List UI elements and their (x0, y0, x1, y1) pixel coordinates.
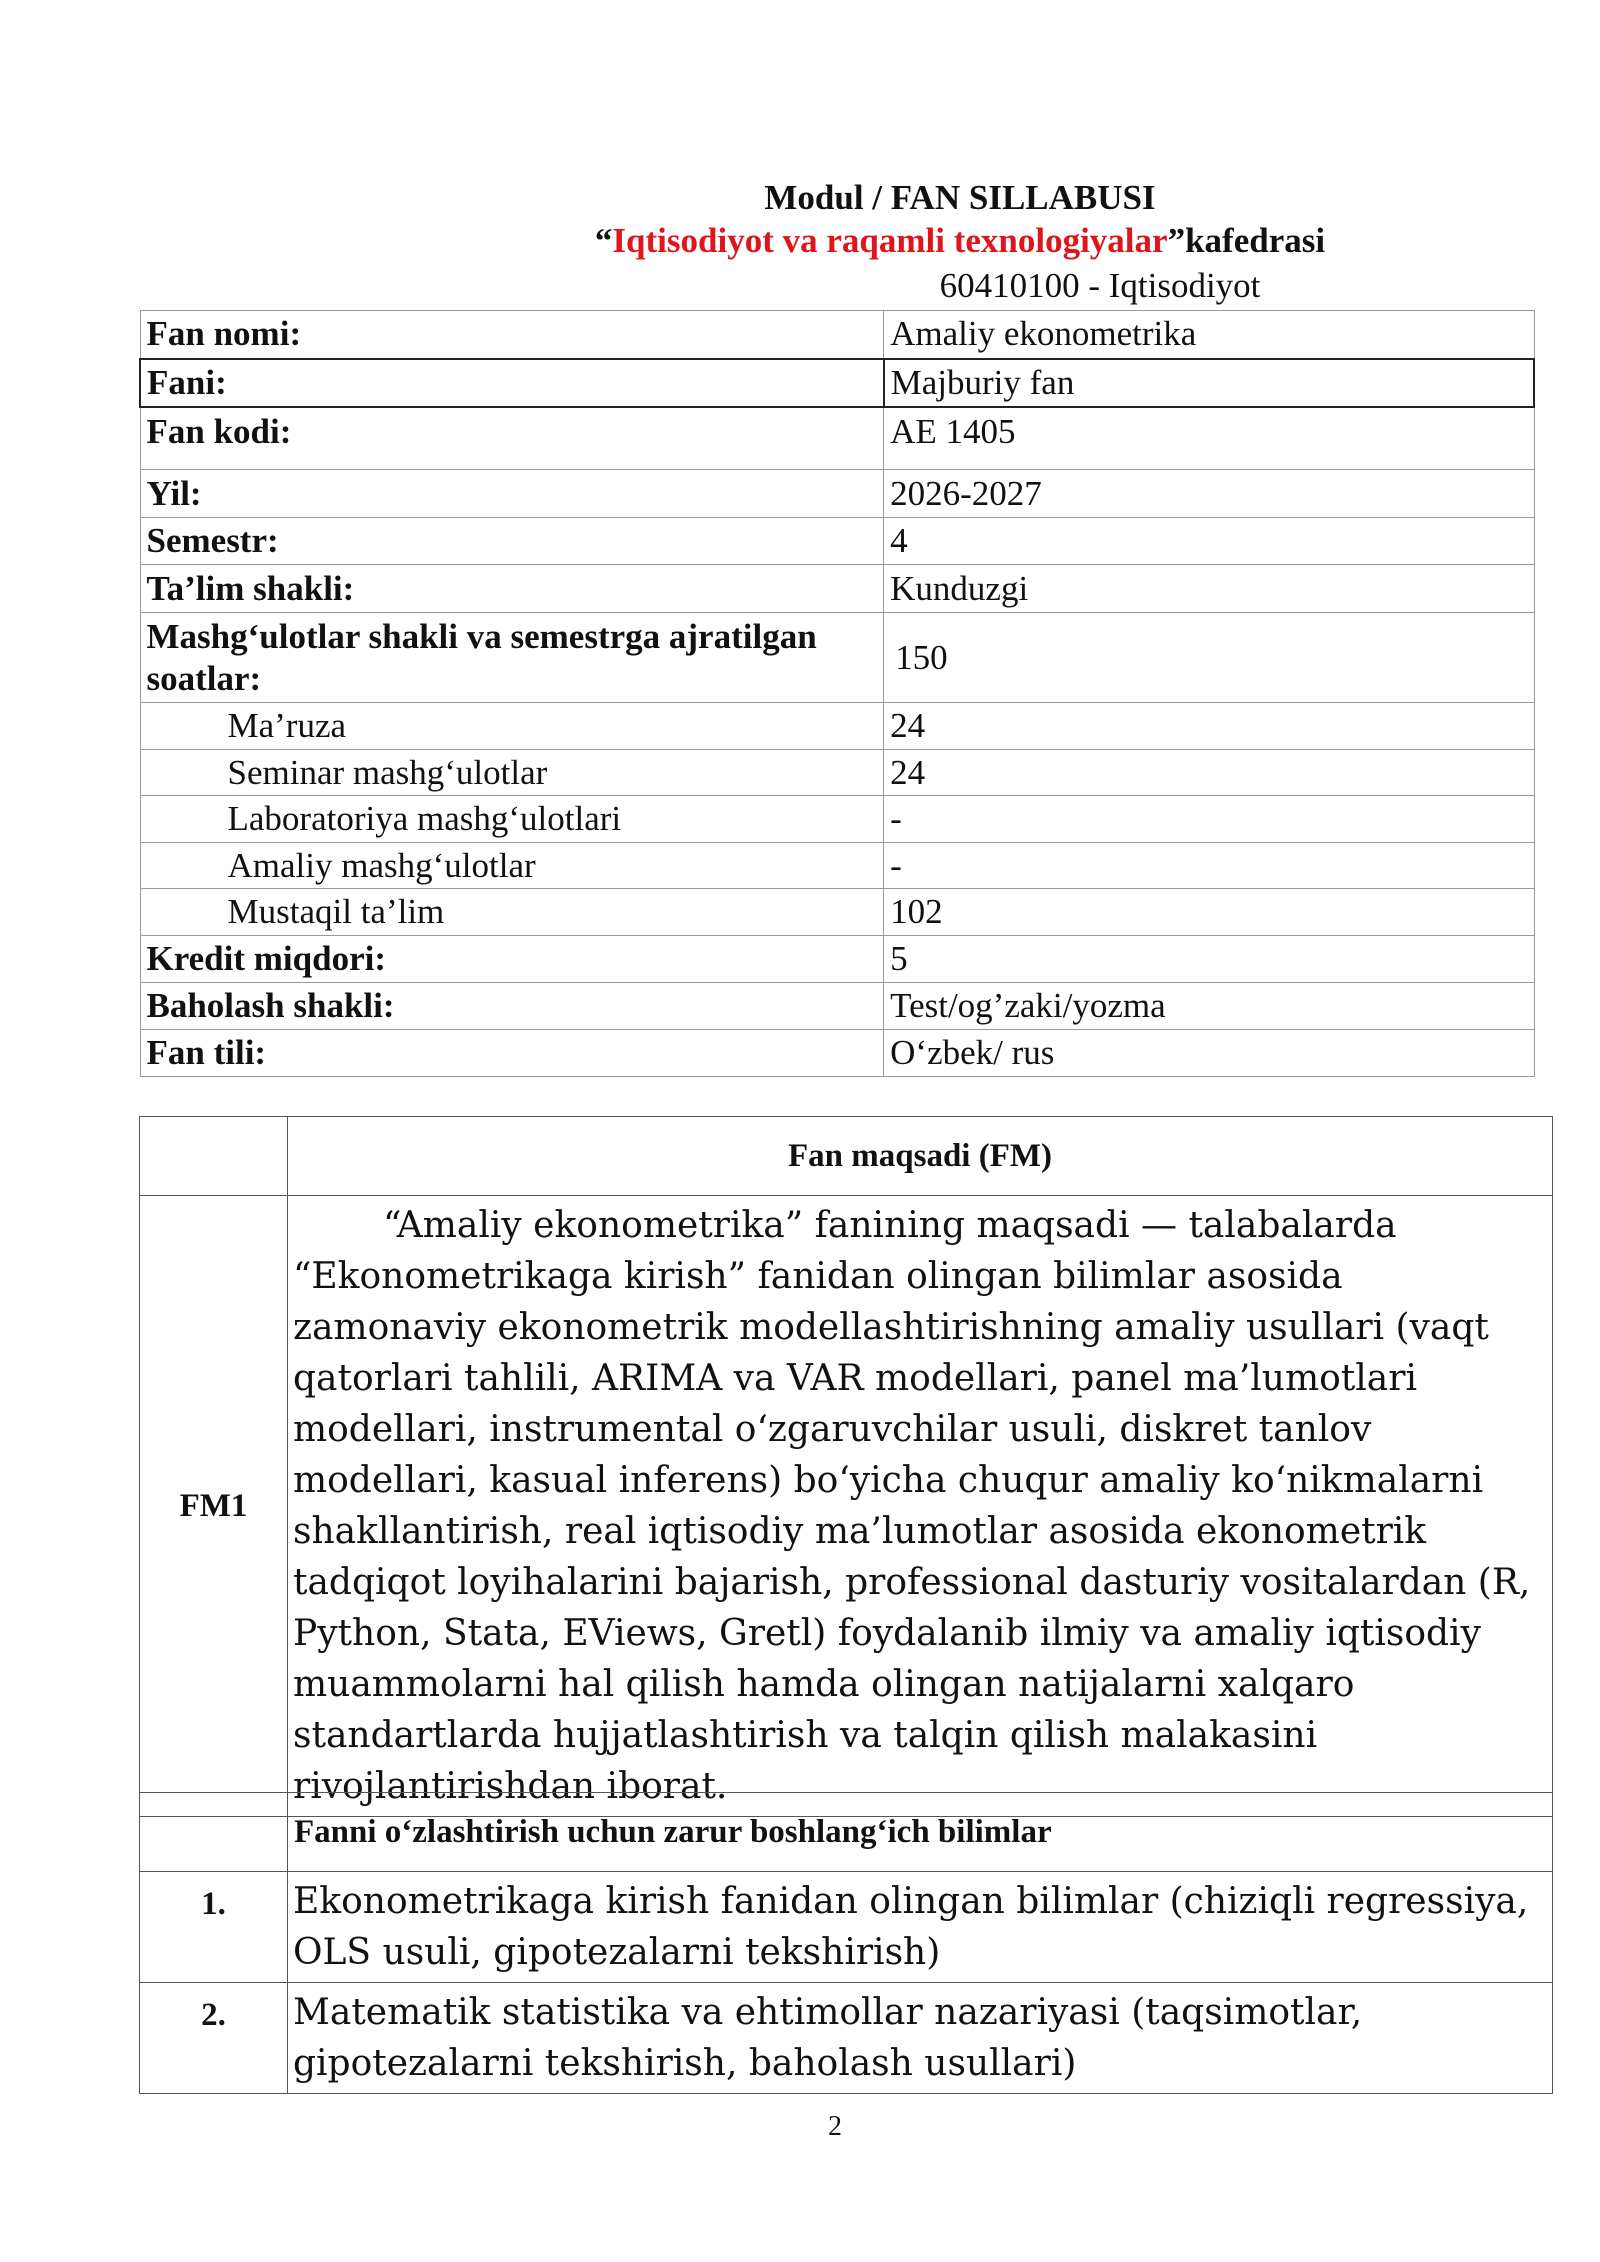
prereq-header-blank (140, 1793, 288, 1872)
info-label: Fan tili: (140, 1030, 884, 1077)
info-value: O‘zbek/ rus (884, 1030, 1534, 1077)
page-number: 2 (828, 2111, 842, 2142)
info-row-yil (140, 470, 1534, 518)
info-label: Fan nomi: (140, 311, 884, 359)
prereq-row (140, 1872, 1553, 1983)
info-label: Fani: (140, 359, 884, 407)
info-value: Test/og’zaki/yozma (884, 983, 1534, 1030)
info-row-maruza (140, 703, 1534, 750)
course-info-table (139, 310, 1535, 1077)
aim-row (140, 1196, 1553, 1817)
course-aim-table (139, 1116, 1553, 1817)
department-quote-open: “ (594, 221, 613, 260)
info-label: Mustaqil ta’lim (140, 889, 884, 936)
aim-text: “Amaliy ekonometrika” fanining maqsadi — talabalarda “Ekonometrikaga kirish” fanidan olingan bilimlar asosida zamonaviy ekonometrik modellashtirishning amaliy usullari (vaqt qatorlari tahlili, ARIMA va VAR modellari, panel ma’lumotlari modellari, instrumental o‘zgaruvchilar usuli, diskret tanlov modellari, kasual inferens) bo‘yicha chuqur amaliy ko‘nikmalarni shakllantirish, real iqtisodiy ma’lumotlar asosida ekonometrik tadqiqot loyihalarini bajarish, professional dasturiy vositalardan (R, Python, Stata, EViews, Gretl) foydalanib ilmiy va amaliy iqtisodiy muammolarni hal qilish hamda olingan natijalarni xalqaro standartlarda hujjatlashtirish va talqin qilish malakasini rivojlantirishdan iborat. (293, 1205, 1531, 1807)
department-suffix: ”kafedrasi (1167, 221, 1326, 260)
info-row-mashgulotlar (140, 613, 1534, 703)
info-label: Mashg‘ulotlar shakli va semestrga ajratilgan soatlar: (140, 613, 884, 703)
info-row-fan-nomi (140, 311, 1534, 359)
prereq-row (140, 1983, 1553, 2094)
info-row-fan-kodi (140, 407, 1534, 470)
info-value: 2026-2027 (884, 470, 1534, 518)
aim-header-row (140, 1117, 1553, 1196)
info-value: Amaliy ekonometrika (884, 311, 1534, 359)
aim-code: FM1 (140, 1196, 288, 1817)
info-label: Amaliy mashg‘ulotlar (140, 843, 884, 889)
info-value: 4 (884, 518, 1534, 565)
info-row-laboratoriya (140, 796, 1534, 843)
department-line (0, 221, 1600, 261)
prereq-number: 2. (140, 1983, 288, 2094)
info-row-semestr (140, 518, 1534, 565)
info-value: 150 (884, 613, 1534, 703)
info-row-mustaqil (140, 889, 1534, 936)
prereq-header-row (140, 1793, 1553, 1872)
info-value: 5 (884, 936, 1534, 983)
info-value: 24 (884, 703, 1534, 750)
program-code: 60410100 - Iqtisodiyot (939, 266, 1261, 305)
info-value: AE 1405 (884, 407, 1534, 470)
info-value: 102 (884, 889, 1534, 936)
info-value: - (884, 843, 1534, 889)
info-row-amaliy (140, 843, 1534, 889)
info-label: Kredit miqdori: (140, 936, 884, 983)
info-value: - (884, 796, 1534, 843)
aim-text-cell (288, 1196, 1553, 1817)
department-name: Iqtisodiyot va raqamli texnologiyalar (612, 221, 1168, 260)
info-label: Seminar mashg‘ulotlar (140, 750, 884, 796)
info-row-talim-shakli (140, 565, 1534, 613)
info-row-baholash (140, 983, 1534, 1030)
info-label: Ma’ruza (140, 703, 884, 750)
info-label: Ta’lim shakli: (140, 565, 884, 613)
info-label: Fan kodi: (140, 407, 884, 470)
document-title: Modul / FAN SILLABUSI (764, 178, 1156, 217)
info-value: Majburiy fan (884, 359, 1534, 407)
info-label: Baholash shakli: (140, 983, 884, 1030)
info-value: Kunduzgi (884, 565, 1534, 613)
info-label: Yil: (140, 470, 884, 518)
info-row-seminar (140, 750, 1534, 796)
aim-header-blank (140, 1117, 288, 1196)
info-label: Semestr: (140, 518, 884, 565)
prereq-header: Fanni o‘zlashtirish uchun zarur boshlang‘ich bilimlar (288, 1793, 1553, 1872)
aim-header: Fan maqsadi (FM) (288, 1117, 1553, 1196)
info-row-fan-tili (140, 1030, 1534, 1077)
prereq-text: Matematik statistika va ehtimollar nazariyasi (taqsimotlar, gipotezalarni tekshirish, baholash usullari) (288, 1983, 1553, 2094)
info-row-kredit (140, 936, 1534, 983)
prerequisites-table (139, 1792, 1553, 2094)
prereq-text: Ekonometrikaga kirish fanidan olingan bilimlar (chiziqli regressiya, OLS usuli, gipotezalarni tekshirish) (288, 1872, 1553, 1983)
info-value: 24 (884, 750, 1534, 796)
prereq-number: 1. (140, 1872, 288, 1983)
info-row-fani (140, 359, 1534, 407)
info-label: Laboratoriya mashg‘ulotlari (140, 796, 884, 843)
